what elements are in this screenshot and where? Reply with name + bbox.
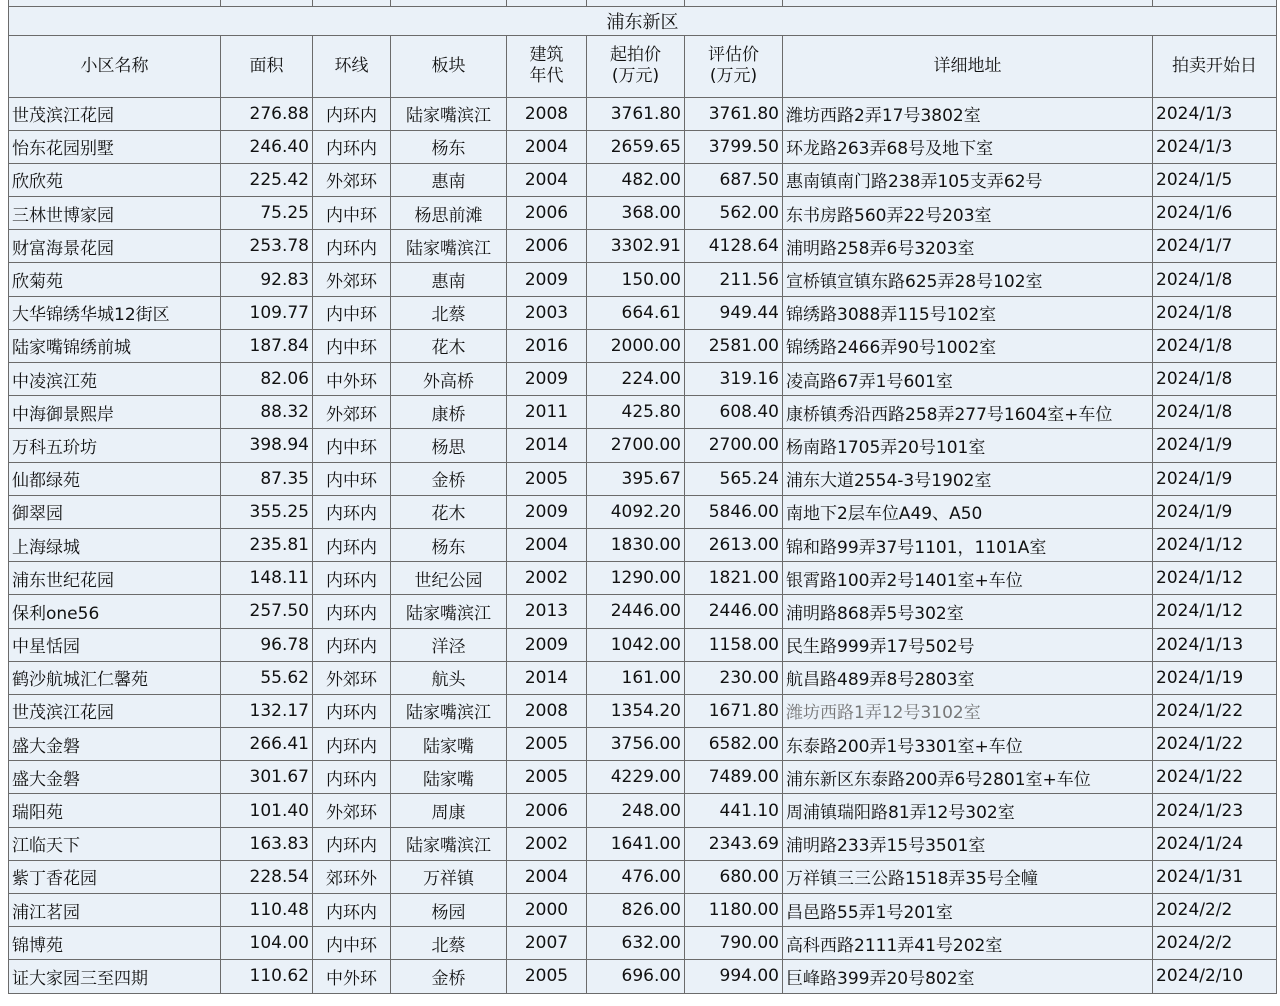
- cell-auction-start-date: 2024/2/10: [1153, 960, 1277, 993]
- table-row: [9, 728, 1277, 761]
- cell-area: 92.83: [221, 263, 313, 296]
- cell-appraised-price: 994.00: [685, 960, 783, 993]
- cell-community-name: 江临天下: [9, 827, 221, 860]
- cell-starting-price: 482.00: [587, 163, 685, 196]
- cell-address: 高科西路2111弄41号202室: [783, 927, 1153, 960]
- cell-auction-start-date: 2024/1/3: [1153, 97, 1277, 130]
- cell-community-name: 浦江茗园: [9, 894, 221, 927]
- cell-auction-start-date: 2024/1/9: [1153, 429, 1277, 462]
- cell-area: 235.81: [221, 528, 313, 561]
- cell-district-block: 北蔡: [391, 296, 507, 329]
- cell-area: 82.06: [221, 363, 313, 396]
- cell-auction-start-date: 2024/1/12: [1153, 595, 1277, 628]
- cell-ring-road: 内环内: [313, 595, 391, 628]
- cell-district-block: 杨东: [391, 528, 507, 561]
- cell-starting-price: 1042.00: [587, 628, 685, 661]
- cell-appraised-price: 6582.00: [685, 728, 783, 761]
- cell-build-year: 2009: [507, 263, 587, 296]
- header-community-name: 小区名称: [9, 35, 221, 97]
- cell-address: 潍坊西路2弄17号3802室: [783, 97, 1153, 130]
- table-row: [9, 894, 1277, 927]
- cell-community-name: 陆家嘴锦绣前城: [9, 329, 221, 362]
- cell-appraised-price: 680.00: [685, 860, 783, 893]
- cell-community-name: 紫丁香花园: [9, 860, 221, 893]
- cell-address: 浦东新区东泰路200弄6号2801室+车位: [783, 761, 1153, 794]
- cell-appraised-price: 1180.00: [685, 894, 783, 927]
- cell-district-block: 世纪公园: [391, 562, 507, 595]
- cell-district-block: 万祥镇: [391, 860, 507, 893]
- cell-build-year: 2004: [507, 860, 587, 893]
- cell-auction-start-date: 2024/1/12: [1153, 562, 1277, 595]
- cell-ring-road: 外郊环: [313, 263, 391, 296]
- table-row: [9, 661, 1277, 694]
- cell-community-name: 鹤沙航城汇仁馨苑: [9, 661, 221, 694]
- cell-appraised-price: 608.40: [685, 396, 783, 429]
- cell-district-block: 周康: [391, 794, 507, 827]
- cell-build-year: 2003: [507, 296, 587, 329]
- cell-appraised-price: 4128.64: [685, 230, 783, 263]
- cell-starting-price: 368.00: [587, 197, 685, 230]
- cell-address: 昌邑路55弄1号201室: [783, 894, 1153, 927]
- cell-address: 潍坊西路1弄12号3102室: [783, 694, 1153, 727]
- table-row: [9, 495, 1277, 528]
- cell-address: 康桥镇秀沿西路258弄277号1604室+车位: [783, 396, 1153, 429]
- cell-auction-start-date: 2024/1/3: [1153, 130, 1277, 163]
- header-auction-start-date: 拍卖开始日: [1153, 35, 1277, 97]
- cell-address: 锦和路99弄37号1101，1101A室: [783, 528, 1153, 561]
- cell-starting-price: 3756.00: [587, 728, 685, 761]
- cell-area: 109.77: [221, 296, 313, 329]
- cell-auction-start-date: 2024/1/12: [1153, 528, 1277, 561]
- cell-appraised-price: 2343.69: [685, 827, 783, 860]
- cell-area: 132.17: [221, 694, 313, 727]
- cell-district-block: 航头: [391, 661, 507, 694]
- cell-district-block: 杨思前滩: [391, 197, 507, 230]
- table-row: [9, 97, 1277, 130]
- cell-ring-road: 内环内: [313, 827, 391, 860]
- table-row: [9, 130, 1277, 163]
- table-row: [9, 163, 1277, 196]
- cell-community-name: 世茂滨江花园: [9, 694, 221, 727]
- cell-appraised-price: 3799.50: [685, 130, 783, 163]
- cell-address: 凌高路67弄1号601室: [783, 363, 1153, 396]
- cell-build-year: 2011: [507, 396, 587, 429]
- cell-community-name: 盛大金磐: [9, 728, 221, 761]
- cell-starting-price: 248.00: [587, 794, 685, 827]
- cell-starting-price: 2000.00: [587, 329, 685, 362]
- cell-address: 惠南镇南门路238弄105支弄62号: [783, 163, 1153, 196]
- cell-starting-price: 161.00: [587, 661, 685, 694]
- cell-address: 浦明路233弄15号3501室: [783, 827, 1153, 860]
- cell-district-block: 惠南: [391, 263, 507, 296]
- cell-district-block: 杨思: [391, 429, 507, 462]
- cell-community-name: 万科五玠坊: [9, 429, 221, 462]
- cell-starting-price: 1830.00: [587, 528, 685, 561]
- table-row: [9, 562, 1277, 595]
- cell-area: 75.25: [221, 197, 313, 230]
- cell-ring-road: 内中环: [313, 296, 391, 329]
- cell-community-name: 仙都绿苑: [9, 462, 221, 495]
- cell-district-block: 陆家嘴: [391, 761, 507, 794]
- cell-community-name: 浦东世纪花园: [9, 562, 221, 595]
- cell-community-name: 财富海景花园: [9, 230, 221, 263]
- cell-starting-price: 224.00: [587, 363, 685, 396]
- cell-appraised-price: 211.56: [685, 263, 783, 296]
- table-row: [9, 263, 1277, 296]
- table-row: [9, 960, 1277, 993]
- cell-build-year: 2004: [507, 528, 587, 561]
- table-row: [9, 595, 1277, 628]
- cell-starting-price: 2446.00: [587, 595, 685, 628]
- cell-district-block: 外高桥: [391, 363, 507, 396]
- cell-appraised-price: 790.00: [685, 927, 783, 960]
- cell-area: 87.35: [221, 462, 313, 495]
- cell-area: 266.41: [221, 728, 313, 761]
- cell-build-year: 2009: [507, 495, 587, 528]
- cell-ring-road: 中外环: [313, 363, 391, 396]
- table-row: [9, 396, 1277, 429]
- cell-address: 环龙路263弄68号及地下室: [783, 130, 1153, 163]
- cell-address: 浦明路258弄6号3203室: [783, 230, 1153, 263]
- cell-auction-start-date: 2024/1/9: [1153, 495, 1277, 528]
- cell-auction-start-date: 2024/2/2: [1153, 894, 1277, 927]
- cell-area: 101.40: [221, 794, 313, 827]
- header-row: [9, 35, 1277, 97]
- cell-community-name: 欣菊苑: [9, 263, 221, 296]
- cell-ring-road: 内环内: [313, 728, 391, 761]
- cell-starting-price: 1641.00: [587, 827, 685, 860]
- cell-ring-road: 内环内: [313, 761, 391, 794]
- cell-starting-price: 632.00: [587, 927, 685, 960]
- cell-auction-start-date: 2024/2/2: [1153, 927, 1277, 960]
- cell-district-block: 北蔡: [391, 927, 507, 960]
- cell-address: 东书房路560弄22号203室: [783, 197, 1153, 230]
- cell-district-block: 陆家嘴滨江: [391, 230, 507, 263]
- cell-area: 276.88: [221, 97, 313, 130]
- table-row: [9, 230, 1277, 263]
- cell-starting-price: 425.80: [587, 396, 685, 429]
- cell-starting-price: 3761.80: [587, 97, 685, 130]
- cell-community-name: 中星恬园: [9, 628, 221, 661]
- table-row: [9, 329, 1277, 362]
- cell-community-name: 欣欣苑: [9, 163, 221, 196]
- cell-appraised-price: 2613.00: [685, 528, 783, 561]
- cell-community-name: 锦博苑: [9, 927, 221, 960]
- cell-area: 225.42: [221, 163, 313, 196]
- table-row: [9, 860, 1277, 893]
- cell-appraised-price: 441.10: [685, 794, 783, 827]
- cell-area: 88.32: [221, 396, 313, 429]
- cell-ring-road: 内环内: [313, 230, 391, 263]
- cell-address: 浦东大道2554-3号1902室: [783, 462, 1153, 495]
- cell-appraised-price: 2581.00: [685, 329, 783, 362]
- cell-area: 398.94: [221, 429, 313, 462]
- cell-community-name: 盛大金磐: [9, 761, 221, 794]
- cell-ring-road: 外郊环: [313, 163, 391, 196]
- cell-address: 锦绣路2466弄90号1002室: [783, 329, 1153, 362]
- cell-district-block: 杨园: [391, 894, 507, 927]
- cell-ring-road: 内环内: [313, 495, 391, 528]
- header-area: 面积: [221, 35, 313, 97]
- cell-ring-road: 内中环: [313, 429, 391, 462]
- cell-area: 96.78: [221, 628, 313, 661]
- cell-auction-start-date: 2024/1/8: [1153, 263, 1277, 296]
- cell-ring-road: 内环内: [313, 894, 391, 927]
- cell-district-block: 康桥: [391, 396, 507, 429]
- auction-table: [8, 0, 1277, 994]
- cell-starting-price: 395.67: [587, 462, 685, 495]
- cell-appraised-price: 1821.00: [685, 562, 783, 595]
- cell-starting-price: 2659.65: [587, 130, 685, 163]
- cell-starting-price: 476.00: [587, 860, 685, 893]
- cell-auction-start-date: 2024/1/22: [1153, 761, 1277, 794]
- cell-starting-price: 4092.20: [587, 495, 685, 528]
- cell-auction-start-date: 2024/1/22: [1153, 728, 1277, 761]
- cell-auction-start-date: 2024/1/31: [1153, 860, 1277, 893]
- cell-area: 55.62: [221, 661, 313, 694]
- table-row: [9, 794, 1277, 827]
- cell-area: 253.78: [221, 230, 313, 263]
- cell-area: 163.83: [221, 827, 313, 860]
- cell-address: 宣桥镇宣镇东路625弄28号102室: [783, 263, 1153, 296]
- cell-area: 228.54: [221, 860, 313, 893]
- cell-ring-road: 中外环: [313, 960, 391, 993]
- cell-address: 杨南路1705弄20号101室: [783, 429, 1153, 462]
- table-row: [9, 628, 1277, 661]
- cell-address: 巨峰路399弄20号802室: [783, 960, 1153, 993]
- cell-address: 银霄路100弄2号1401室+车位: [783, 562, 1153, 595]
- cell-starting-price: 1290.00: [587, 562, 685, 595]
- cell-ring-road: 内中环: [313, 329, 391, 362]
- cell-ring-road: 郊环外: [313, 860, 391, 893]
- cell-build-year: 2005: [507, 728, 587, 761]
- table-row: [9, 363, 1277, 396]
- cell-auction-start-date: 2024/1/13: [1153, 628, 1277, 661]
- cell-address: 南地下2层车位A49、A50: [783, 495, 1153, 528]
- cell-area: 110.48: [221, 894, 313, 927]
- cell-build-year: 2016: [507, 329, 587, 362]
- cell-address: 东泰路200弄1号3301室+车位: [783, 728, 1153, 761]
- cell-community-name: 保利one56: [9, 595, 221, 628]
- table-row: [9, 694, 1277, 727]
- cell-build-year: 2008: [507, 97, 587, 130]
- header-build-year: 建筑 年代: [507, 35, 587, 97]
- cell-area: 148.11: [221, 562, 313, 595]
- cell-build-year: 2000: [507, 894, 587, 927]
- cell-area: 104.00: [221, 927, 313, 960]
- cell-area: 246.40: [221, 130, 313, 163]
- cell-build-year: 2006: [507, 197, 587, 230]
- cell-auction-start-date: 2024/1/6: [1153, 197, 1277, 230]
- cell-community-name: 世茂滨江花园: [9, 97, 221, 130]
- table-row: [9, 296, 1277, 329]
- cell-auction-start-date: 2024/1/8: [1153, 363, 1277, 396]
- cell-appraised-price: 949.44: [685, 296, 783, 329]
- cell-appraised-price: 319.16: [685, 363, 783, 396]
- cell-starting-price: 1354.20: [587, 694, 685, 727]
- cell-area: 301.67: [221, 761, 313, 794]
- district-title: 浦东新区: [9, 6, 1277, 35]
- cell-appraised-price: 1671.80: [685, 694, 783, 727]
- cell-area: 187.84: [221, 329, 313, 362]
- cell-build-year: 2002: [507, 827, 587, 860]
- cell-starting-price: 664.61: [587, 296, 685, 329]
- cell-district-block: 陆家嘴滨江: [391, 827, 507, 860]
- cell-appraised-price: 5846.00: [685, 495, 783, 528]
- cell-auction-start-date: 2024/1/7: [1153, 230, 1277, 263]
- cell-appraised-price: 562.00: [685, 197, 783, 230]
- cell-auction-start-date: 2024/1/24: [1153, 827, 1277, 860]
- cell-starting-price: 696.00: [587, 960, 685, 993]
- cell-build-year: 2002: [507, 562, 587, 595]
- cell-build-year: 2005: [507, 462, 587, 495]
- cell-starting-price: 2700.00: [587, 429, 685, 462]
- cell-community-name: 御翠园: [9, 495, 221, 528]
- cell-appraised-price: 565.24: [685, 462, 783, 495]
- cell-district-block: 金桥: [391, 462, 507, 495]
- table-row: [9, 462, 1277, 495]
- cell-district-block: 金桥: [391, 960, 507, 993]
- cell-community-name: 中海御景熙岸: [9, 396, 221, 429]
- header-appraised-price: 评估价 (万元): [685, 35, 783, 97]
- cell-district-block: 陆家嘴滨江: [391, 694, 507, 727]
- table-row: [9, 761, 1277, 794]
- cell-ring-road: 内中环: [313, 462, 391, 495]
- cell-area: 355.25: [221, 495, 313, 528]
- cell-appraised-price: 7489.00: [685, 761, 783, 794]
- cell-district-block: 惠南: [391, 163, 507, 196]
- cell-auction-start-date: 2024/1/19: [1153, 661, 1277, 694]
- cell-district-block: 陆家嘴滨江: [391, 595, 507, 628]
- cell-community-name: 大华锦绣华城12街区: [9, 296, 221, 329]
- header-starting-price: 起拍价 (万元): [587, 35, 685, 97]
- cell-district-block: 杨东: [391, 130, 507, 163]
- cell-build-year: 2009: [507, 363, 587, 396]
- cell-build-year: 2004: [507, 163, 587, 196]
- district-title-row: [9, 6, 1277, 35]
- cell-ring-road: 外郊环: [313, 396, 391, 429]
- table-row: [9, 528, 1277, 561]
- cell-auction-start-date: 2024/1/5: [1153, 163, 1277, 196]
- cell-appraised-price: 1158.00: [685, 628, 783, 661]
- cell-address: 航昌路489弄8号2803室: [783, 661, 1153, 694]
- header-district-block: 板块: [391, 35, 507, 97]
- cell-address: 民生路999弄17号502号: [783, 628, 1153, 661]
- cell-starting-price: 150.00: [587, 263, 685, 296]
- header-ring-road: 环线: [313, 35, 391, 97]
- cell-community-name: 证大家园三至四期: [9, 960, 221, 993]
- cell-address: 浦明路868弄5号302室: [783, 595, 1153, 628]
- cell-starting-price: 826.00: [587, 894, 685, 927]
- cell-build-year: 2009: [507, 628, 587, 661]
- cell-build-year: 2006: [507, 794, 587, 827]
- cell-build-year: 2004: [507, 130, 587, 163]
- table-row: [9, 197, 1277, 230]
- cell-community-name: 瑞阳苑: [9, 794, 221, 827]
- cell-build-year: 2008: [507, 694, 587, 727]
- cell-ring-road: 内中环: [313, 197, 391, 230]
- cell-auction-start-date: 2024/1/9: [1153, 462, 1277, 495]
- cell-build-year: 2014: [507, 661, 587, 694]
- cell-ring-road: 外郊环: [313, 794, 391, 827]
- cell-community-name: 三林世博家园: [9, 197, 221, 230]
- table-row: [9, 927, 1277, 960]
- cell-ring-road: 外郊环: [313, 661, 391, 694]
- cell-address: 周浦镇瑞阳路81弄12号302室: [783, 794, 1153, 827]
- cell-district-block: 花木: [391, 329, 507, 362]
- cell-district-block: 陆家嘴: [391, 728, 507, 761]
- cell-appraised-price: 230.00: [685, 661, 783, 694]
- cell-district-block: 陆家嘴滨江: [391, 97, 507, 130]
- cell-ring-road: 内环内: [313, 528, 391, 561]
- cell-build-year: 2005: [507, 960, 587, 993]
- cell-community-name: 怡东花园别墅: [9, 130, 221, 163]
- cell-ring-road: 内环内: [313, 694, 391, 727]
- header-address: 详细地址: [783, 35, 1153, 97]
- cell-address: 锦绣路3088弄115号102室: [783, 296, 1153, 329]
- cell-ring-road: 内环内: [313, 97, 391, 130]
- cell-appraised-price: 3761.80: [685, 97, 783, 130]
- cell-appraised-price: 687.50: [685, 163, 783, 196]
- cell-auction-start-date: 2024/1/8: [1153, 396, 1277, 429]
- cell-address: 万祥镇三三公路1518弄35号全幢: [783, 860, 1153, 893]
- cell-area: 110.62: [221, 960, 313, 993]
- cell-community-name: 中凌滨江苑: [9, 363, 221, 396]
- cell-ring-road: 内环内: [313, 628, 391, 661]
- cell-ring-road: 内环内: [313, 130, 391, 163]
- cell-auction-start-date: 2024/1/22: [1153, 694, 1277, 727]
- cell-starting-price: 3302.91: [587, 230, 685, 263]
- cell-community-name: 上海绿城: [9, 528, 221, 561]
- cell-district-block: 花木: [391, 495, 507, 528]
- cell-auction-start-date: 2024/1/23: [1153, 794, 1277, 827]
- table-row: [9, 429, 1277, 462]
- cell-appraised-price: 2446.00: [685, 595, 783, 628]
- cell-ring-road: 内环内: [313, 562, 391, 595]
- cell-district-block: 洋泾: [391, 628, 507, 661]
- cell-appraised-price: 2700.00: [685, 429, 783, 462]
- cell-auction-start-date: 2024/1/8: [1153, 329, 1277, 362]
- cell-ring-road: 内中环: [313, 927, 391, 960]
- cell-area: 257.50: [221, 595, 313, 628]
- cell-build-year: 2014: [507, 429, 587, 462]
- cell-auction-start-date: 2024/1/8: [1153, 296, 1277, 329]
- cell-build-year: 2005: [507, 761, 587, 794]
- cell-build-year: 2007: [507, 927, 587, 960]
- cell-starting-price: 4229.00: [587, 761, 685, 794]
- cell-build-year: 2013: [507, 595, 587, 628]
- cell-build-year: 2006: [507, 230, 587, 263]
- table-row: [9, 827, 1277, 860]
